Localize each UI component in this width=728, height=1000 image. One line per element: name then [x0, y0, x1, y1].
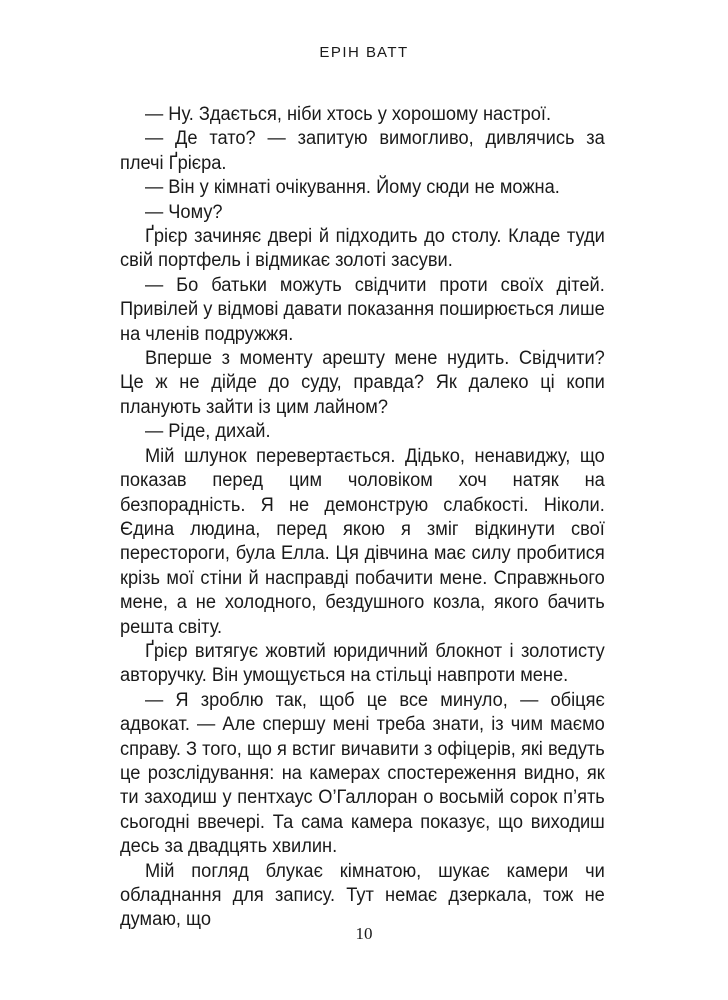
paragraph: Ґрієр зачиняє двері й підходить до столу. Кладе туди свій портфель і відмикає золоті засуви. [120, 226, 605, 272]
running-head-author: ЕРІН ВАТТ [319, 44, 409, 61]
paragraph: — Ну. Здається, ніби хтось у хорошому настрої. [144, 104, 552, 125]
paragraph: Мій шлунок перевертається. Дідько, ненавиджу, що показав перед цим чоловіком хоч натяк на безпорадність. Я не демонструю слабкості. Ніколи. Єдина людина, перед якою я зміг відкинути свої перестороги, була Елла. Ця дівчина має силу пробитися крізь мої стіни й насправді побачити мене. Справжнього мене, а не холодного, бездушного козла, якого бачить решта світу. [120, 445, 605, 638]
paragraph: — Він у кімнаті очікування. Йому сюди не можна. [144, 177, 560, 199]
page-number: 10 [355, 924, 373, 943]
paragraph: — Чому? [144, 201, 223, 223]
paragraph: — Де тато? — запитую вимогливо, дивлячись за плечі Ґрієра. [120, 128, 605, 174]
paragraph: — Я зроблю так, щоб це все минуло, — обіцяє адвокат. — Але спершу мені треба знати, із чим маємо справу. З того, що я встиг вичавити з офіцерів, які ведуть це розслідування: на камерах спостереження видно, як ти заходиш у пентхаус О’Галлоран о восьмій сорок п’ять сьогодні ввечері. Та сама камера показує, що виходиш десь за двадцять хвилин. [120, 689, 605, 858]
paragraph: Ґрієр витягує жовтий юридичний блокнот і золотисту авторучку. Він умощується на стільці навпроти мене. [120, 640, 605, 687]
paragraph: Мій погляд блукає кімнатою, шукає камери чи обладнання для запису. Тут немає дзеркала, тож не думаю, що [120, 860, 605, 931]
body-text [120, 103, 605, 933]
paragraph: — Ріде, дихай. [144, 421, 271, 443]
paragraph: Вперше з моменту арешту мене нудить. Свідчити? Це ж не дійде до суду, правда? Як далеко ці копи планують зайти із цим лайном? [120, 348, 605, 418]
paragraph: — Бо батьки можуть свідчити проти своїх дітей. Привілей у відмові давати показання поширюється лише на членів подружжя. [120, 274, 605, 345]
